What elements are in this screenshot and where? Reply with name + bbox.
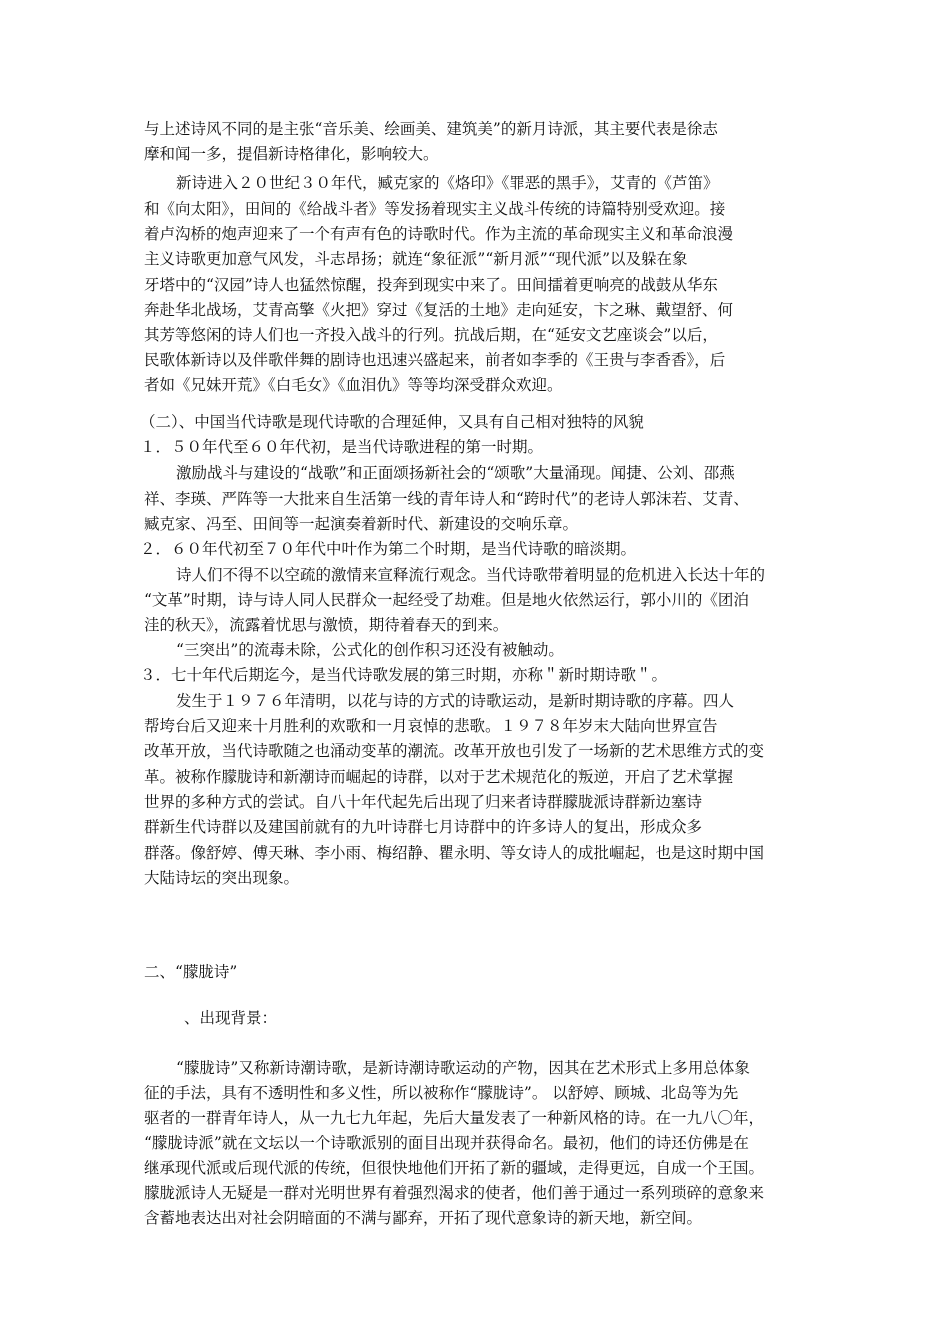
background-body-line: “朦胧诗”又称新诗潮诗歌，是新诗潮诗歌运动的产物，因其在艺术形式上多用总体象 [176, 1059, 750, 1077]
p1-line: 摩和闻一多，提倡新诗格律化，影响较大。 [144, 145, 439, 163]
p2-line: 民歌体新诗以及伴歌伴舞的剧诗也迅速兴盛起来，前者如李季的《王贵与李香香》，后 [144, 351, 726, 369]
background-body-line: 征的手法，具有不透明性和多义性，所以被称作“朦胧诗”。 以舒婷、顾城、北岛等为先 [144, 1084, 739, 1102]
item3-body-line: 革。被称作朦胧诗和新潮诗而崛起的诗群，以对于艺术规范化的叛逆，开启了艺术掌握 [144, 768, 734, 786]
background-heading: 、出现背景： [184, 1009, 278, 1027]
background-body-line: 含蓄地表达出对社会阴暗面的不满与鄙弃，开拓了现代意象诗的新天地，新空间。 [144, 1209, 703, 1227]
item3-body-line: 群新生代诗群以及建国前就有的九叶诗群七月诗群中的许多诗人的复出，形成众多 [144, 818, 703, 836]
item1-heading: １．５０年代至６０年代初，是当代诗歌进程的第一时期。 [140, 438, 544, 456]
p2-line: 主义诗歌更加意气风发，斗志昂扬；就连“象征派”“新月派”“现代派”以及躲在象 [144, 250, 688, 268]
item1-body-line: 祥、李瑛、严阵等一大批来自生活第一线的青年诗人和“跨时代”的老诗人郭沫若、艾青、 [144, 490, 749, 508]
item3-heading: ３．七十年代后期迄今，是当代诗歌发展的第三时期，亦称＂新时期诗歌＂。 [140, 666, 668, 684]
p2-line: 奔赴华北战场，艾青高擎《火把》穿过《复活的土地》走向延安，卞之琳、戴望舒、何 [144, 301, 734, 319]
item2-body-line: “文革”时期，诗与诗人同人民群众一起经受了劫难。但是地火依然运行，郭小川的《团泊 [144, 591, 749, 609]
background-body-line: 驱者的一群青年诗人，从一九七九年起，先后大量发表了一种新风格的诗。在一九八〇年， [144, 1109, 765, 1127]
item2-body-line: 洼的秋天》，流露着忧思与激愤，期待着春天的到来。 [144, 616, 509, 634]
item2-heading: ２．６０年代初至７０年代中叶作为第二个时期，是当代诗歌的暗淡期。 [140, 540, 637, 558]
item3-body-line: 改革开放，当代诗歌随之也涌动变革的潮流。改革开放也引发了一场新的艺术思维方式的变 [144, 742, 765, 760]
background-body-line: “朦胧诗派”就在文坛以一个诗歌派别的面目出现并获得命名。最初，他们的诗还仿佛是在 [144, 1134, 749, 1152]
p2-line: 牙塔中的“汉园”诗人也猛然惊醒，投奔到现实中来了。田间擂着更响亮的战鼓从华东 [144, 276, 718, 294]
p1-line: 与上述诗风不同的是主张“音乐美、绘画美、建筑美”的新月诗派，其主要代表是徐志 [144, 120, 718, 138]
p2-line: 其芳等悠闲的诗人们也一齐投入战斗的行列。抗战后期，在“延安文艺座谈会”以后， [144, 326, 718, 344]
item3-body-line: 大陆诗坛的突出现象。 [144, 869, 300, 887]
p2-line: 新诗进入２０世纪３０年代，臧克家的《烙印》《罪恶的黑手》，艾青的《芦笛》 [176, 174, 719, 192]
item3-body-line: 发生于１９７６年清明，以花与诗的方式的诗歌运动，是新时期诗歌的序幕。四人 [176, 692, 735, 710]
item3-body-line: 帮垮台后又迎来十月胜利的欢歌和一月哀悼的悲歌。１９７８年岁末大陆向世界宣告 [144, 717, 718, 735]
item3-body-line: 世界的多种方式的尝试。自八十年代起先后出现了归来者诗群朦胧派诗群新边塞诗 [144, 793, 703, 811]
item2-extra: “三突出”的流毒未除，公式化的创作积习还没有被触动。 [176, 641, 564, 659]
background-body-line: 继承现代派或后现代派的传统，但很快地他们开拓了新的疆域，走得更远，自成一个王国。 [144, 1159, 765, 1177]
item1-body-line: 激励战斗与建设的“战歌”和正面颂扬新社会的“颂歌”大量涌现。闻捷、公刘、邵燕 [176, 464, 735, 482]
p2-line: 和《向太阳》，田间的《给战斗者》等发扬着现实主义战斗传统的诗篇特别受欢迎。接 [144, 200, 726, 218]
section-heading: （二）、中国当代诗歌是现代诗歌的合理延伸，又具有自己相对独特的风貌 [140, 413, 644, 431]
item3-body-line: 群落。像舒婷、傅天琳、李小雨、梅绍静、瞿永明、等女诗人的成批崛起，也是这时期中国 [144, 844, 765, 862]
p2-line: 着卢沟桥的炮声迎来了一个有声有色的诗歌时代。作为主流的革命现实主义和革命浪漫 [144, 225, 734, 243]
p2-line: 者如《兄妹开荒》《白毛女》《血泪仇》等等均深受群众欢迎。 [144, 376, 563, 394]
part2-heading: 二、“朦胧诗” [144, 963, 238, 981]
item1-body-line: 臧克家、冯至、田间等一起演奏着新时代、新建设的交响乐章。 [144, 515, 579, 533]
background-body-line: 朦胧派诗人无疑是一群对光明世界有着强烈渴求的使者，他们善于通过一系列琐碎的意象来 [144, 1184, 765, 1202]
item2-body-line: 诗人们不得不以空疏的激情来宣释流行观念。当代诗歌带着明显的危机进入长达十年的 [176, 566, 766, 584]
